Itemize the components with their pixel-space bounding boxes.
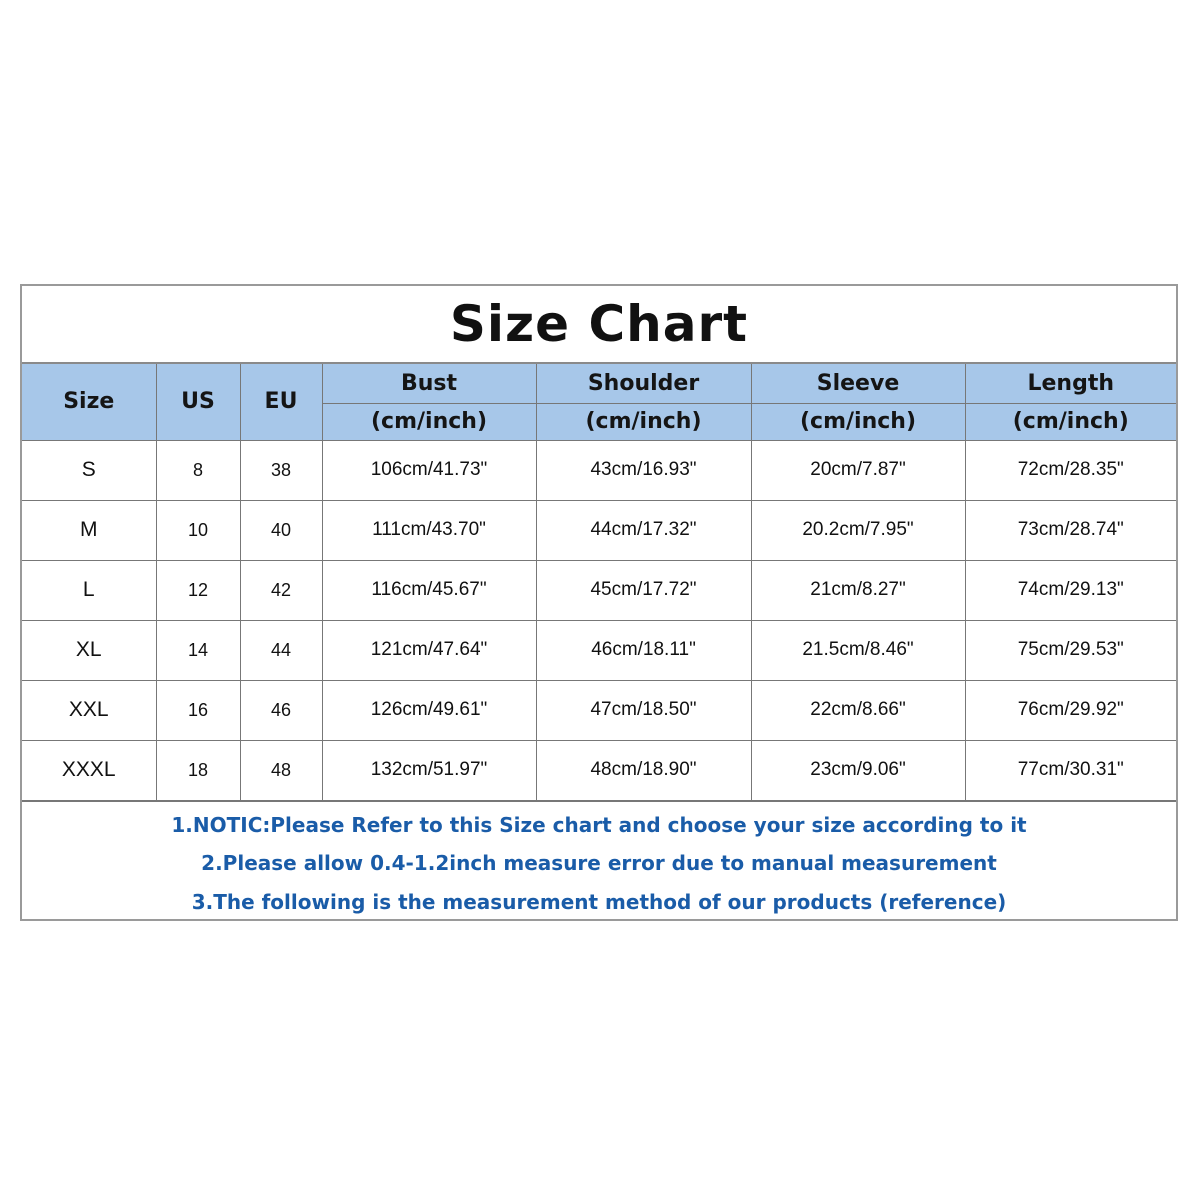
- cell-shoulder: 44cm/17.32": [536, 500, 751, 560]
- cell-bust: 111cm/43.70": [322, 500, 536, 560]
- cell-shoulder: 48cm/18.90": [536, 740, 751, 800]
- cell-eu: 38: [240, 440, 322, 500]
- cell-eu: 48: [240, 740, 322, 800]
- table-row: [22, 500, 1176, 560]
- table-row: [22, 680, 1176, 740]
- col-header-sleeve: Sleeve: [751, 363, 965, 403]
- cell-sleeve: 23cm/9.06": [751, 740, 965, 800]
- cell-eu: 46: [240, 680, 322, 740]
- cell-us: 18: [156, 740, 240, 800]
- table-row: [22, 740, 1176, 800]
- notes-section: [22, 801, 1176, 922]
- cell-size: L: [22, 560, 156, 620]
- cell-bust: 121cm/47.64": [322, 620, 536, 680]
- cell-shoulder: 47cm/18.50": [536, 680, 751, 740]
- cell-size: XL: [22, 620, 156, 680]
- cell-eu: 44: [240, 620, 322, 680]
- chart-title: Size Chart: [449, 295, 749, 353]
- col-header-us: US: [156, 363, 240, 440]
- cell-length: 77cm/30.31": [965, 740, 1176, 800]
- note-1: 1.NOTIC:Please Refer to this Size chart and choose your size according to it: [171, 812, 1027, 837]
- cell-length: 73cm/28.74": [965, 500, 1176, 560]
- table-row: [22, 440, 1176, 500]
- col-header-eu: EU: [240, 363, 322, 440]
- cell-length: 72cm/28.35": [965, 440, 1176, 500]
- col-header-length: Length: [965, 363, 1176, 403]
- cell-size: M: [22, 500, 156, 560]
- cell-us: 12: [156, 560, 240, 620]
- cell-size: S: [22, 440, 156, 500]
- cell-us: 14: [156, 620, 240, 680]
- unit-label-shoulder: (cm/inch): [536, 403, 751, 440]
- unit-label-bust: (cm/inch): [322, 403, 536, 440]
- cell-length: 76cm/29.92": [965, 680, 1176, 740]
- table-row: [22, 620, 1176, 680]
- cell-us: 10: [156, 500, 240, 560]
- size-chart: [20, 284, 1178, 921]
- cell-shoulder: 43cm/16.93": [536, 440, 751, 500]
- cell-us: 16: [156, 680, 240, 740]
- cell-sleeve: 22cm/8.66": [751, 680, 965, 740]
- unit-label-length: (cm/inch): [965, 403, 1176, 440]
- cell-bust: 116cm/45.67": [322, 560, 536, 620]
- cell-size: XXXL: [22, 740, 156, 800]
- header-row-top: [22, 363, 1176, 403]
- col-header-bust: Bust: [322, 363, 536, 403]
- note-3: 3.The following is the measurement method of our products (reference): [191, 889, 1007, 914]
- cell-eu: 40: [240, 500, 322, 560]
- cell-sleeve: 21.5cm/8.46": [751, 620, 965, 680]
- col-header-size: Size: [22, 363, 156, 440]
- cell-shoulder: 46cm/18.11": [536, 620, 751, 680]
- cell-shoulder: 45cm/17.72": [536, 560, 751, 620]
- note-2: 2.Please allow 0.4-1.2inch measure error due to manual measurement: [201, 851, 997, 875]
- cell-bust: 106cm/41.73": [322, 440, 536, 500]
- cell-bust: 126cm/49.61": [322, 680, 536, 740]
- cell-bust: 132cm/51.97": [322, 740, 536, 800]
- col-header-shoulder: Shoulder: [536, 363, 751, 403]
- cell-length: 75cm/29.53": [965, 620, 1176, 680]
- cell-length: 74cm/29.13": [965, 560, 1176, 620]
- table-row: [22, 560, 1176, 620]
- cell-us: 8: [156, 440, 240, 500]
- cell-sleeve: 20.2cm/7.95": [751, 500, 965, 560]
- cell-sleeve: 21cm/8.27": [751, 560, 965, 620]
- size-table: [22, 362, 1176, 801]
- cell-eu: 42: [240, 560, 322, 620]
- unit-label-sleeve: (cm/inch): [751, 403, 965, 440]
- cell-sleeve: 20cm/7.87": [751, 440, 965, 500]
- cell-size: XXL: [22, 680, 156, 740]
